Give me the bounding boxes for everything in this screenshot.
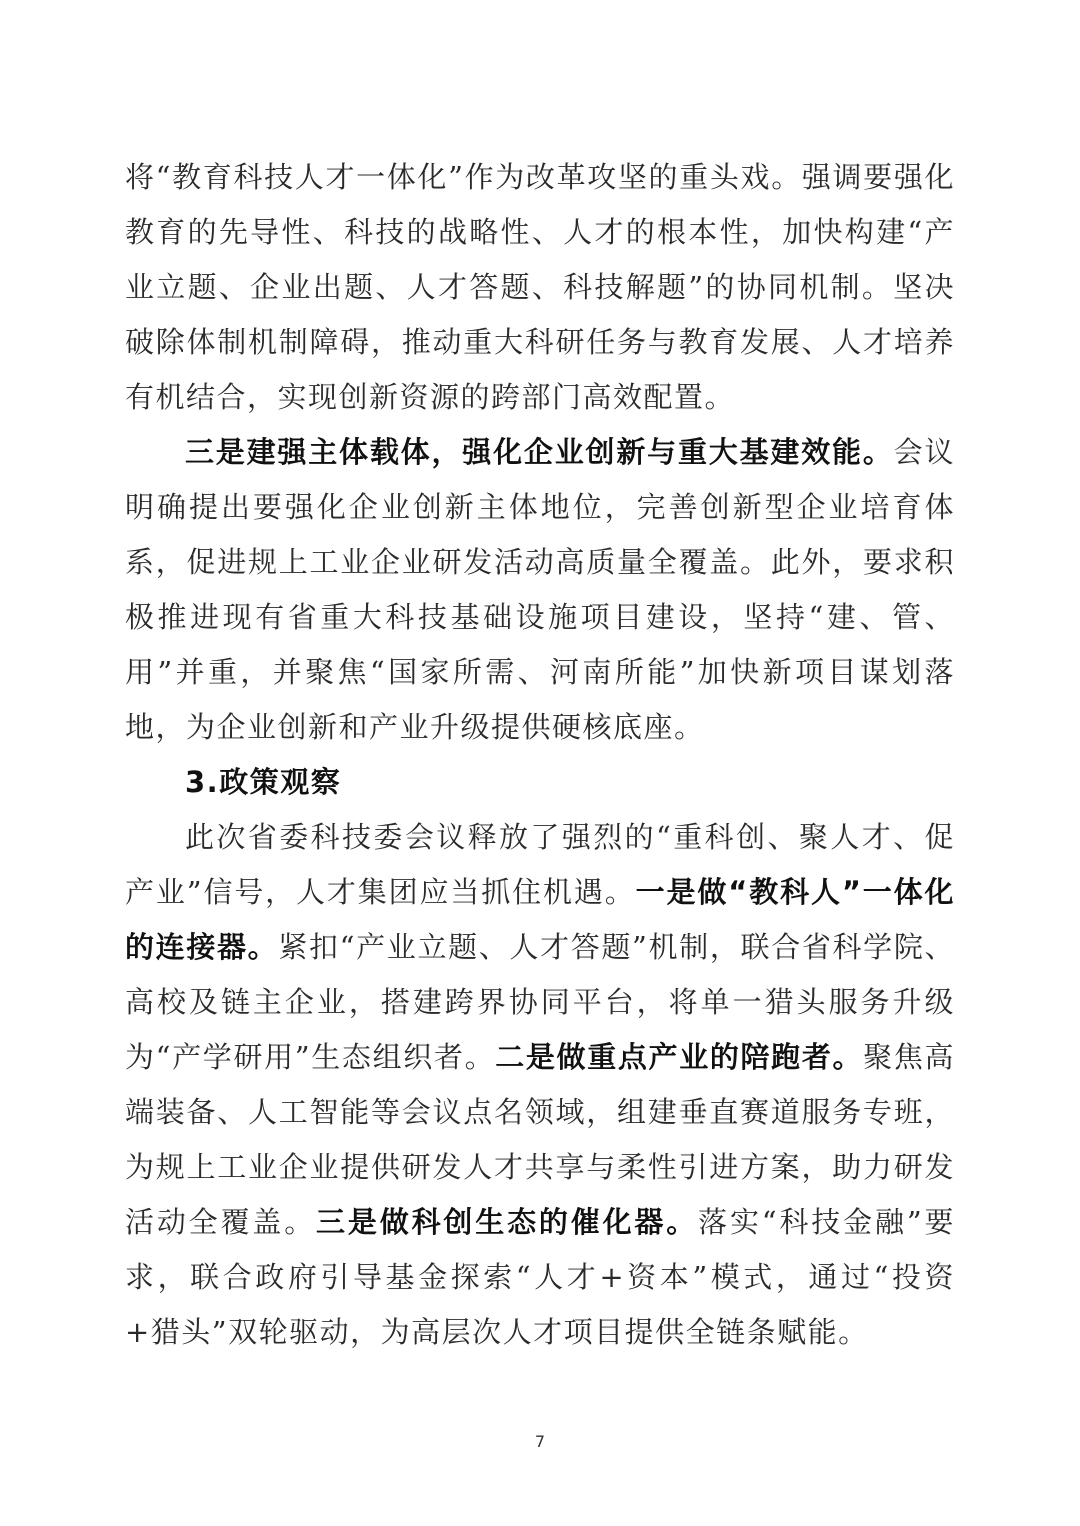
paragraph-3-point-1: 一是做“教科人”一体化的连接器。 bbox=[125, 875, 955, 964]
page-number: 7 bbox=[534, 1432, 546, 1451]
paragraph-3-text-3: 聚焦高端装备、人工智能等会议点名领域，组建垂直赛道服务专班，为规上工业企业提供研发人才共享与柔性引进方案，助力研发活动全覆盖。 bbox=[125, 1040, 955, 1239]
paragraph-3 bbox=[125, 810, 955, 1360]
paragraph-3-point-3: 三是做科创生态的催化器。 bbox=[316, 1205, 699, 1239]
paragraph-3-point-2: 二是做重点产业的陪跑者。 bbox=[495, 1040, 864, 1074]
paragraph-2-lead: 三是建强主体载体，强化企业创新与重大基建效能。 bbox=[185, 435, 894, 469]
body-text bbox=[125, 150, 955, 1360]
paragraph-1-text: 将“教育科技人才一体化”作为改革攻坚的重头戏。强调要强化教育的先导性、科技的战略性、人才的根本性，加快构建“产业立题、企业出题、人才答题、科技解题”的协同机制。坚决破除体制机制障碍，推动重大科研任务与教育发展、人才培养有机结合，实现创新资源的跨部门高效配置。 bbox=[125, 160, 955, 414]
section-heading: 3.政策观察 bbox=[185, 765, 342, 799]
paragraph-2 bbox=[125, 425, 955, 755]
paragraph-3-text-1: 此次省委科技委会议释放了强烈的“重科创、聚人才、促产业”信号，人才集团应当抓住机遇。 bbox=[125, 820, 955, 909]
paragraph-3-text-2: 紧扣“产业立题、人才答题”机制，联合省科学院、高校及链主企业，搭建跨界协同平台，将单一猎头服务升级为“产学研用”生态组织者。 bbox=[125, 930, 955, 1074]
paragraph-3-text-4: 落实“科技金融”要求，联合政府引导基金探索“人才+资本”模式，通过“投资+猎头”双轮驱动，为高层次人才项目提供全链条赋能。 bbox=[125, 1205, 955, 1349]
paragraph-1 bbox=[125, 150, 955, 425]
paragraph-2-text: 会议明确提出要强化企业创新主体地位，完善创新型企业培育体系，促进规上工业企业研发活动高质量全覆盖。此外，要求积极推进现有省重大科技基础设施项目建设，坚持“建、管、用”并重，并聚焦“国家所需、河南所能”加快新项目谋划落地，为企业创新和产业升级提供硬核底座。 bbox=[125, 435, 955, 744]
